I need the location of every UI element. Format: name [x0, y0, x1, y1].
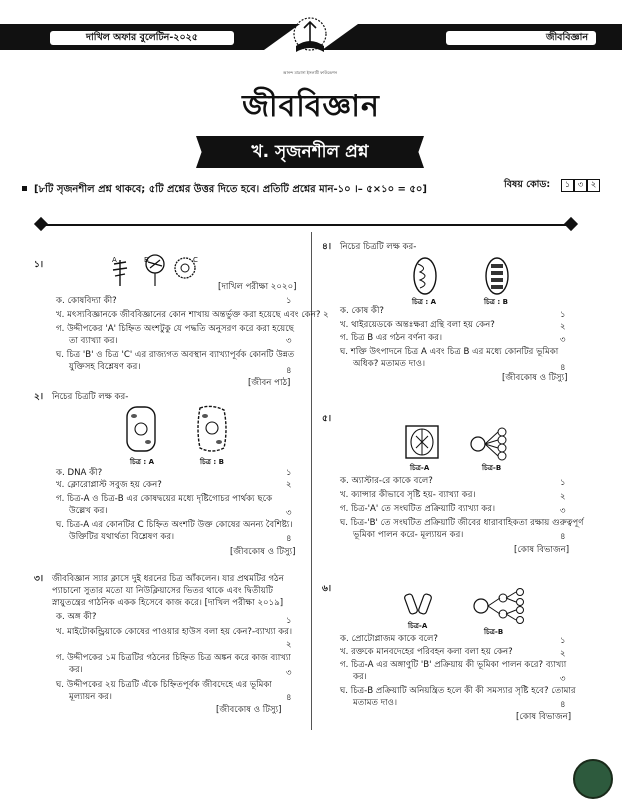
divider-diamond-icon: [34, 217, 48, 231]
question-part-c: গ. উদ্দীপকের ১ম চিত্রটির গঠনের চিহ্নিত চিত্র অঙ্কন করে কাজ ব্যাখ্যা: [56, 653, 291, 663]
chapter-reference: [জীবন পাঠ]: [248, 378, 291, 388]
question-stem: প্যাচানো সুতার মতো যা নিউক্লিয়াসের ভিতর থাকে এবং দ্বিতীয়টি: [52, 586, 273, 596]
question-stem: জীববিজ্ঞান স্যার ক্লাসে দুই ধরনের চিত্র আঁকলেন। যার প্রথমটির গঠন: [52, 574, 284, 584]
question-intro: নিচের চিত্রটি লক্ষ কর-: [52, 392, 129, 402]
question-part-a: ক. অ্যাস্টার-রে কাকে বলে?: [340, 476, 433, 486]
mark: ১: [560, 310, 566, 320]
mark: ২: [286, 480, 292, 490]
question-part-d-cont: মতামত দাও।: [353, 698, 398, 708]
division-process-diagram-icon: [472, 586, 530, 626]
centrosome-illustration-icon: [404, 590, 434, 618]
question-part-a: ক. অঙ্গ কী?: [56, 612, 97, 622]
badge-logo-icon: [573, 759, 613, 799]
question-number: ৪।: [322, 242, 332, 252]
figure-caption: চিত্র-A: [410, 464, 430, 472]
question-part-d: ঘ. উদ্দীপকের ২য় চিত্রটি এঁকে চিহ্নিতপূর্বক জীবদেহে এর ভূমিকা: [56, 680, 272, 690]
mark: ১: [560, 636, 566, 646]
mark: ১: [286, 296, 292, 306]
mark: ৩: [286, 336, 292, 346]
question-part-b: খ. ক্যান্সার কীভাবে সৃষ্টি হয়- ব্যাখ্যা কর।: [340, 490, 476, 500]
question-part-a: ক. প্রোটোপ্লাজম কাকে বলে?: [340, 634, 438, 644]
cell-division-diagram-icon: [468, 424, 530, 464]
mark: ৩: [286, 668, 292, 678]
mark: ৩: [560, 674, 566, 684]
question-part-b: খ. রক্তকে মানবদেহের পরিবহন কলা বলা হয় কেন?: [340, 647, 513, 657]
question-part-c-cont: কর।: [353, 672, 367, 682]
question-part-b: খ. থাইরয়েডকে অন্তঃক্ষরা গ্রন্থি বলা হয় কেন?: [340, 320, 495, 330]
figure-caption: চিত্র-A: [408, 622, 428, 630]
figure-caption: চিত্র : A: [412, 298, 437, 306]
question-stem: স্নায়ুতন্ত্রের গাঠনিক একক হিসেবে কাজ করে। [দাখিল পরীক্ষা ২০১৯]: [52, 598, 284, 608]
figure-caption: চিত্র-B: [484, 628, 504, 636]
instruction-text: [৮টি সৃজনশীল প্রশ্ন থাকবে; ৫টি প্রশ্নের উত্তর দিতে হবে। প্রতিটি প্রশ্নের মান-১০ ।– ৫×১০ = ৫০]: [34, 184, 427, 195]
mark: ১: [560, 478, 566, 488]
figure-caption: চিত্র : B: [484, 298, 508, 306]
question-intro: নিচের চিত্রটি লক্ষ কর-: [340, 242, 417, 252]
svg-text:C: C: [193, 256, 198, 264]
mark: ৩: [560, 506, 566, 516]
chapter-reference: [জীবকোষ ও টিস্যু]: [216, 705, 282, 715]
question-part-b: খ. ক্লোরোপ্লাস্ট সবুজ হয় কেন?: [56, 480, 162, 490]
header-left-title: দাখিল অফার বুলেটিন-২০২৫: [50, 31, 234, 45]
mark: ৪: [286, 366, 292, 376]
svg-text:A: A: [112, 256, 117, 264]
mark: ৪: [286, 534, 292, 544]
question-part-d-cont: ভূমিকা পালন করে- মূল্যায়ন কর।: [353, 530, 464, 540]
question-part-d: ঘ. শক্তি উৎপাদনে চিত্র A এবং চিত্র B এর মধ্যে কোনটির ভূমিকা: [340, 347, 559, 357]
mark: ১: [286, 468, 292, 478]
mark: ৪: [560, 363, 566, 373]
question-part-d: ঘ. চিত্র-'B' তে সংঘটিত প্রক্রিয়াটি জীবের ধারাবাহিকতা রক্ষায় গুরুত্বপূর্ণ: [340, 518, 584, 528]
divider-diamond-icon: [564, 217, 578, 231]
mark: ১: [286, 616, 292, 626]
question-part-d: ঘ. চিত্র-B প্রক্রিয়াটি অনিয়ন্ত্রিত হলে কী কী সমস্যার সৃষ্টি হবে? তোমার: [340, 686, 576, 696]
question-part-d: ঘ. চিত্র-A এর কোনটির C চিহ্নিত অংশটি উক্ত কোষের অনন্য বৈশিষ্ট্য।: [56, 520, 293, 530]
mark: ২: [560, 322, 566, 332]
mark: ৪: [560, 700, 566, 710]
chapter-reference: [জীবকোষ ও টিস্যু]: [502, 373, 568, 383]
question-number: ৩।: [34, 574, 44, 584]
mark: ২: [560, 492, 566, 502]
question-part-c-cont: কর।: [69, 665, 83, 675]
question-part-d-cont: অধিক? মতামত দাও।: [353, 359, 426, 369]
figure-caption: চিত্র-B: [482, 464, 502, 472]
question-part-c: গ. চিত্র-A ও চিত্র-B এর কোষদ্বয়ের মধ্যে দৃষ্টিগোচর পার্থক্য ছকে: [56, 494, 273, 504]
publisher-logo-icon: [286, 14, 334, 62]
question-part-d-cont: যুক্তিসহ বিশ্লেষণ কর।: [69, 362, 141, 372]
header-subject-title: জীববিজ্ঞান: [446, 31, 596, 45]
figure-caption: চিত্র : A: [130, 458, 155, 466]
instruction-bullet: [22, 186, 27, 191]
mitochondria-illustration-icon: [412, 256, 438, 296]
question-part-c: গ. চিত্র-A এর অঙ্গাণুটি 'B' প্রক্রিয়ায় কী ভূমিকা পালন করে? ব্যাখ্যা: [340, 660, 567, 670]
section-banner: খ. সৃজনশীল প্রশ্ন: [210, 136, 410, 168]
divider-line: [42, 224, 572, 226]
exam-reference: [দাখিল পরীক্ষা ২০২০]: [218, 282, 297, 292]
question-part-a: ক. DNA কী?: [56, 468, 103, 478]
question-part-c-cont: তা ব্যাখ্যা কর।: [69, 336, 118, 346]
subject-code-digit: ২: [587, 179, 600, 192]
chloroplast-illustration-icon: [484, 256, 510, 296]
mark: ৪: [286, 693, 292, 703]
question-part-b: খ. মৎস্যবিজ্ঞানকে জীববিজ্ঞানের কোন শাখায় অন্তর্ভুক্ত করা হয়েছে এবং কেন? ২: [56, 310, 329, 320]
chapter-reference: [কোষ বিভাজন]: [514, 545, 570, 555]
subject-code-label: বিষয় কোড:: [504, 179, 551, 190]
column-divider: [311, 232, 312, 730]
mark: ২: [560, 649, 566, 659]
page-title: জীববিজ্ঞান: [242, 89, 380, 124]
logo-caption: আনন্দ মাদ্রাসা ইসলামী ফাউন্ডেশন: [282, 70, 338, 75]
subject-code-digit: ৩: [574, 179, 587, 192]
figure-caption: চিত্র : B: [200, 458, 224, 466]
plants-illustration-icon: [110, 252, 200, 288]
question-part-b: খ. মাইটোকন্ড্রিয়াকে কোষের পাওয়ার হাউস বলা হয় কেন?-ব্যাখ্যা কর।: [56, 627, 293, 637]
question-number: ২।: [34, 392, 44, 402]
plant-cell-illustration-icon: [124, 404, 158, 454]
chapter-reference: [কোষ বিভাজন]: [516, 712, 572, 722]
question-part-c-cont: উল্লেখ কর।: [69, 506, 108, 516]
animal-cell-illustration-icon: [194, 404, 230, 454]
question-number: ১।: [34, 260, 44, 270]
chapter-reference: [জীবকোষ ও টিস্যু]: [230, 547, 296, 557]
question-part-a: ক. কোষবিদ্যা কী?: [56, 296, 117, 306]
subject-code-digit: ১: [561, 179, 574, 192]
question-part-d-cont: উক্তিটির যথার্থতা বিশ্লেষণ কর।: [69, 532, 175, 542]
mark: ৩: [286, 508, 292, 518]
mark: ৪: [560, 532, 566, 542]
question-part-c: গ. উদ্দীপকের 'A' চিহ্নিত অংশটুকু যে পদ্ধতি অনুসরণ করে করা হয়েছে: [56, 324, 294, 334]
mark: ৩: [560, 335, 566, 345]
question-number: ৬।: [322, 584, 332, 594]
mitosis-cell-illustration-icon: [404, 424, 440, 460]
question-part-a: ক. কোষ কী?: [340, 306, 384, 316]
mark: ২: [286, 640, 292, 650]
question-part-d-cont: মূল্যায়ন কর।: [69, 692, 112, 702]
question-part-c: গ. চিত্র B এর গঠন বর্ণনা কর।: [340, 333, 443, 343]
question-number: ৫।: [322, 414, 332, 424]
svg-text:B: B: [144, 256, 149, 264]
question-part-d: ঘ. চিত্র 'B' ও চিত্র 'C' এর রাজ্যগত অবস্থান ব্যাখ্যাপূর্বক কোনটি উন্নত: [56, 350, 295, 360]
question-part-c: গ. চিত্র-'A' তে সংঘটিত প্রক্রিয়াটি ব্যাখ্যা কর।: [340, 504, 496, 514]
